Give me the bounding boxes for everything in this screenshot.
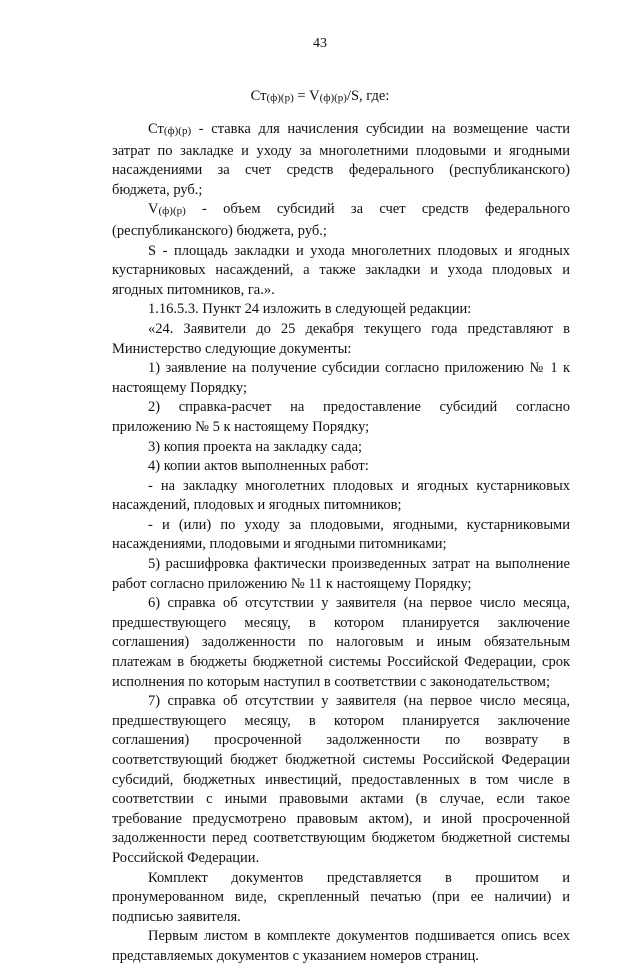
formula-rhs: V [309,88,320,104]
definition-rate [112,120,570,200]
definition-volume-symbol: V [148,201,159,218]
paragraph: 6) справка об отсутствии у заявителя (на первое число месяца, предшествующего месяцу, в котором планируется заключение соглашения) задолженности по налоговым и иным обязательным платежам в бюджеты бюджетной системы Российской Федерации, срок исполнения по которым наступил в соответствии с законодательством; [112,595,570,690]
formula-rhs-subscript: (ф)(р) [319,92,347,104]
paragraph: 3) копия проекта на закладку сада; [148,438,363,455]
definition-volume [112,200,570,241]
paragraph: 7) справка об отсутствии у заявителя (на первое число месяца, предшествующего месяцу, в котором планируется заключение соглашения) просроченной задолженности по возврату в соответствующий бюджет бюджетной системы Российской Федерации субсидий, бюджетных инвестиций, предоставленных в том числе в соответствии с иными правовыми актами (в случае, если такое требование предусмотрено правовым актом), и иной просроченной задолженности перед соответствующим бюджетом бюджетной системы Российской Федерации. [112,693,570,866]
paragraph: - и (или) по уходу за плодовыми, ягодными, кустарниковыми насаждениями, плодовыми и ягодными питомниками; [112,516,570,553]
definition-rate-symbol: Ст [148,121,164,137]
paragraph: 5) расшифровка фактически произведенных затрат на выполнение работ согласно приложению № 11 к настоящему Порядку; [112,556,570,592]
formula-lhs-subscript: (ф)(р) [266,92,294,104]
paragraph: 1.16.5.3. Пункт 24 изложить в следующей редакции: [148,301,472,318]
paragraph: - на закладку многолетних плодовых и ягодных кустарниковых насаждений, плодовых и ягодных питомников; [112,477,570,514]
formula [0,88,640,105]
paragraph: 2) справка-расчет на предоставление субсидий согласно приложению № 5 к настоящему Порядку; [112,399,570,435]
formula-equals: = [293,88,310,104]
definition-rate-subscript: (ф)(р) [163,125,192,137]
definition-volume-subscript: (ф)(р) [158,205,186,218]
definition-rate-text: - ставка для начисления субсидии на возмещение части затрат по закладке и уходу за многолетними плодовыми и ягодными насаждениями за счет средств федерального (республиканского) бюджета, руб.; [112,121,570,198]
paragraph: 1) заявление на получение субсидии согласно приложению № 1 к настоящему Порядку; [112,360,570,396]
formula-lhs: Ст [250,88,267,104]
paragraph: «24. Заявители до 25 декабря текущего года представляют в Министерство следующие документы: [112,320,570,357]
definition-volume-text: - объем субсидий за счет средств федерального (республиканского) бюджета, руб.; [112,201,570,239]
paragraph: Первым листом в комплекте документов подшивается опись всех представляемых документов с указанием номеров страниц. [112,928,570,964]
document-body [112,120,570,967]
page-number: 43 [313,36,327,51]
paragraph: 4) копии актов выполненных работ: [148,458,369,475]
paragraph: Комплект документов представляется в прошитом и пронумерованном виде, скрепленный печатью (при ее наличии) и подписью заявителя. [112,869,570,925]
formula-tail: /S, где: [346,88,390,104]
definition-area: S - площадь закладки и ухода многолетних плодовых и ягодных кустарниковых насаждений, а также закладки и ухода плодовых и ягодных питомников, га.». [112,242,570,298]
